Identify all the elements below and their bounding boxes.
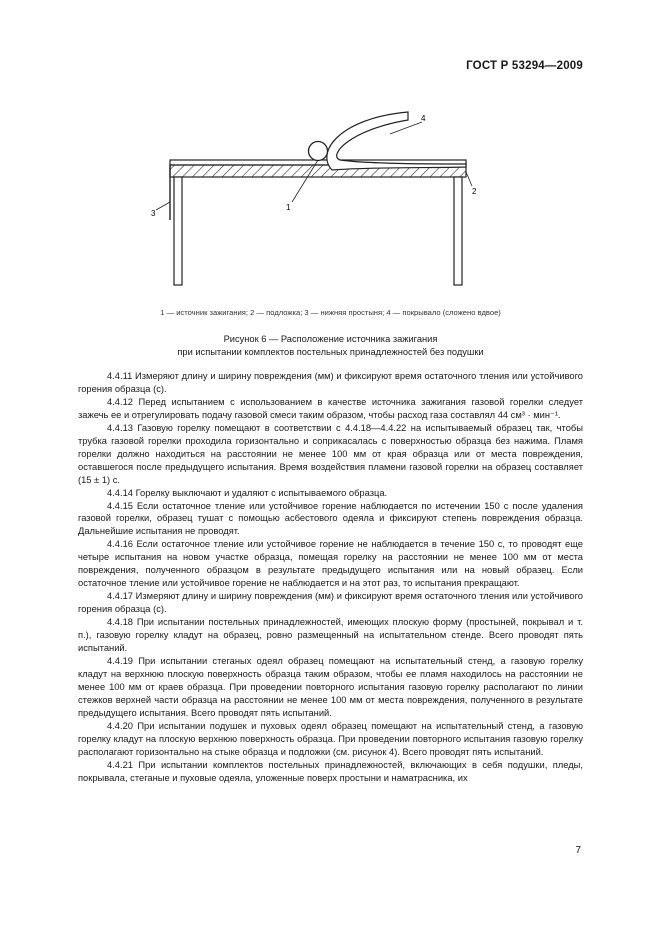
paragraph-4-4-18: 4.4.18 При испытании постельных принадлежностей, имеющих плоскую форму (простыней, покрывал и т. п.), газовую горелку кладут на образец, ровно размещенный на испытательном стенде. Всего проводят пять испытаний. [78, 617, 583, 654]
ignition-source-figure [150, 110, 490, 300]
paragraph-4-4-20: 4.4.20 При испытании подушек и пуховых одеял образец помещают на испытательный стенд, а газовую горелку кладут на плоскую верхнюю поверхность образца. При проведении повторного испытания газовую горелку располагают горизонтально на стыке образца и подложки (см. рисунок 4). Всего проводят пять испытаний. [78, 720, 583, 757]
paragraph-4-4-14: 4.4.14 Горелку выключают и удаляют с испытываемого образца. [107, 487, 388, 498]
stand-leg-left [174, 177, 182, 285]
paragraph-4-4-15: 4.4.15 Если остаточное тление или устойчивое горение наблюдается по истечении 150 с после удаления газовой горелки, образец тушат с помощью асбестового одеяла и фиксируют степень повреждения образца. Дальнейшие испытания не проводят. [78, 500, 583, 537]
figure-label-3: 3 [151, 209, 156, 218]
paragraph-4-4-13: 4.4.13 Газовую горелку помещают в соответствии с 4.4.18—4.4.22 на испытываемый образец так, чтобы трубка газовой горелки проходила горизонтально и соприкасалась с поверхностью образца без нажима. Пламя горелки должно находиться на расстоянии не менее 100 мм от края образца или от места повреждения, оставшегося после предыдущего испытания. Время воздействия пламени газовой горелки на образец составляет (15 ± 1) с. [78, 422, 583, 485]
figure-legend: 1 — источник зажигания; 2 — подложка; 3 — нижняя простыня; 4 — покрывало (сложено вдвое) [160, 308, 501, 317]
ignition-source [309, 142, 328, 161]
caption-line-1: Рисунок 6 — Расположение источника зажигания [223, 334, 438, 344]
figure-label-2: 2 [472, 187, 477, 196]
paragraph-4-4-17: 4.4.17 Измеряют длину и ширину повреждения (мм) и фиксируют время остаточного тления или устойчивого горения образца (с). [78, 591, 583, 615]
caption-line-2: при испытании комплектов постельных принадлежностей без подушки [177, 347, 484, 357]
paragraph-4-4-16: 4.4.16 Если остаточное тление или устойчивое горение не наблюдается в течение 150 с, то проводят еще четыре испытания на новом участке образца, помещая горелку на расстоянии не менее 100 мм от места повреждения, полученного образцом в результате предыдущего испытания или на новый образец. Если остаточное тление или устойчивое горение не наблюдается и на этот раз, то испытания прекращают. [78, 539, 583, 589]
paragraph-4-4-11: 4.4.11 Измеряют длину и ширину повреждения (мм) и фиксируют время остаточного тления или устойчивого горения образца (с). [78, 371, 583, 394]
paragraph-4-4-19: 4.4.19 При испытании стеганых одеял образец помещают на испытательный стенд, а газовую горелку кладут на верхнюю плоскую поверхность образца таким образом, чтобы ее пламя находилось на расстоянии не менее 100 мм от краев образца. При проведении повторного испытания газовую горелку располагают по линии стежков верхней части образца на расстоянии не менее 100 мм от места повреждения, полученного в результате предыдущего испытания. Всего проводят пять испытаний. [78, 655, 583, 718]
page-number: 7 [575, 845, 581, 856]
stand-leg-right [454, 177, 462, 285]
figure-caption [0, 333, 661, 359]
body-text [78, 370, 583, 785]
paragraph-4-4-12: 4.4.12 Перед испытанием с использованием в качестве источника зажигания газовой горелки следует зажечь ее и отрегулировать подачу газовой смеси таким образом, чтобы расход газа составлял 44 см³ · мин⁻¹. [78, 396, 583, 420]
figure-label-1: 1 [286, 203, 291, 212]
paragraph-4-4-21: 4.4.21 При испытании комплектов постельных принадлежностей, включающих в себя подушки, пледы, покрывала, стеганые и пуховые одеяла, уложенные поверх простыни и наматрасника, их [78, 759, 583, 783]
document-code: ГОСТ Р 53294—2009 [466, 60, 583, 72]
figure-label-4: 4 [421, 114, 426, 123]
